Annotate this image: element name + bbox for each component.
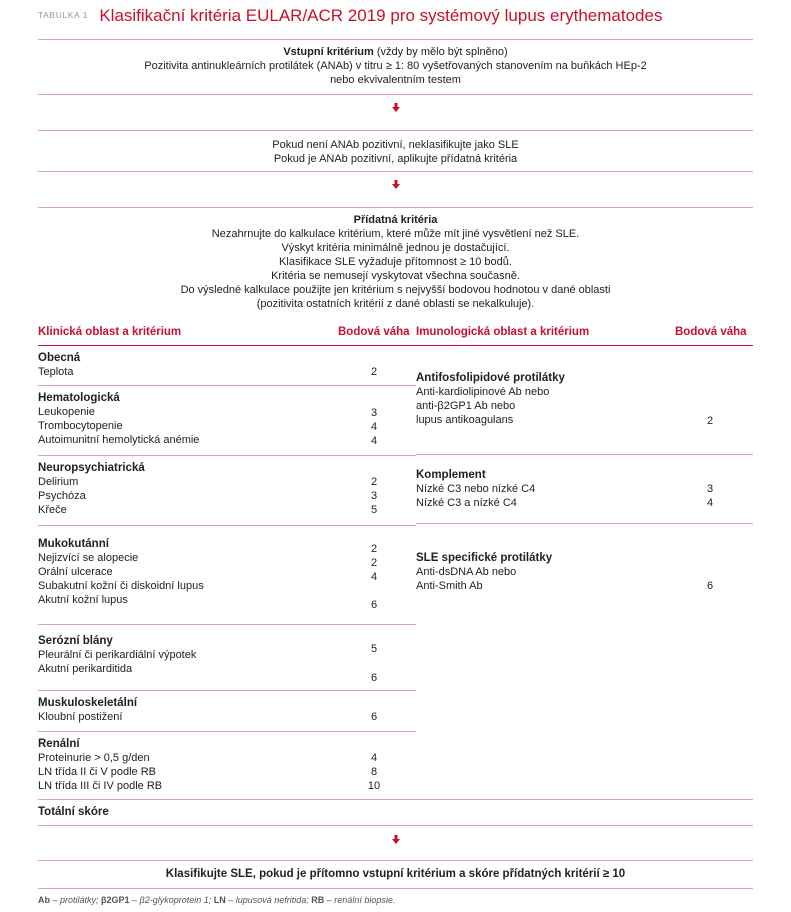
group-title: Serózní blány bbox=[38, 635, 113, 647]
criterion: Křeče bbox=[38, 504, 67, 516]
criterion: Orální ulcerace bbox=[38, 566, 113, 578]
criterion: anti-β2GP1 Ab nebo bbox=[416, 400, 516, 412]
entry-title: Vstupní kritérium bbox=[283, 46, 374, 58]
immuno-column-header: Imunologická oblast a kritérium bbox=[416, 326, 590, 338]
group-antiphospholipid bbox=[416, 371, 565, 427]
entry-note: (vždy by mělo být splněno) bbox=[373, 46, 508, 58]
criterion: Nejizvící se alopecie bbox=[38, 552, 139, 564]
points bbox=[359, 544, 389, 610]
divider bbox=[38, 385, 416, 386]
divider bbox=[38, 94, 753, 95]
table-title-row bbox=[38, 6, 753, 30]
entry-criterion bbox=[38, 45, 753, 87]
divider bbox=[38, 799, 753, 800]
table-label: TABULKA 1 bbox=[38, 10, 89, 20]
criterion: Anti-dsDNA Ab nebo bbox=[416, 566, 517, 578]
group-general bbox=[38, 351, 80, 379]
clinical-points-header: Bodová váha bbox=[338, 326, 410, 338]
group-serous bbox=[38, 634, 196, 676]
group-neuropsychiatric bbox=[38, 461, 145, 517]
additional-line: (pozitivita ostatních kritérií z dané oblasti se nekalkuluje). bbox=[256, 298, 535, 310]
points-value: 6 bbox=[370, 672, 378, 684]
footnote-text: – lupusová nefritida; bbox=[225, 895, 312, 905]
anab-decision bbox=[38, 138, 753, 166]
divider bbox=[416, 523, 753, 524]
divider bbox=[38, 690, 416, 691]
points bbox=[695, 482, 725, 510]
criterion: LN třída II či V podle RB bbox=[38, 766, 156, 778]
immuno-points-header: Bodová váha bbox=[675, 326, 747, 338]
divider bbox=[38, 207, 753, 208]
criterion: Psychóza bbox=[38, 490, 86, 502]
additional-title: Přídatná kritéria bbox=[353, 214, 438, 226]
points-value: 8 bbox=[370, 766, 378, 778]
entry-line: Pozitivita antinukleárních protilátek (ANAb) v titru ≥ 1: 80 vyšetřovaných stanovením na buňkách HEp-2 bbox=[144, 60, 647, 72]
additional-criteria bbox=[38, 213, 753, 311]
divider bbox=[38, 624, 416, 625]
criterion: Anti-kardiolipinové Ab nebo bbox=[416, 386, 550, 398]
final-classification: Klasifikujte SLE, pokud je přítomno vstupní kritérium a skóre přídatných kritérií ≥ 10 bbox=[165, 868, 626, 880]
divider bbox=[38, 171, 753, 172]
criterion: Delirium bbox=[38, 476, 79, 488]
points-value: 4 bbox=[370, 571, 378, 583]
header-divider bbox=[38, 345, 753, 346]
points-value: 2 bbox=[370, 543, 378, 555]
points-value: 6 bbox=[370, 599, 378, 611]
divider bbox=[38, 860, 753, 861]
points-value: 3 bbox=[370, 490, 378, 502]
down-arrow-icon bbox=[0, 103, 791, 113]
criterion: Autoimunitní hemolytická anémie bbox=[38, 434, 200, 446]
divider bbox=[38, 825, 753, 826]
footnote-key: LN bbox=[213, 895, 226, 905]
points bbox=[359, 751, 389, 793]
down-arrow-icon bbox=[0, 835, 791, 845]
divider bbox=[38, 888, 753, 889]
points bbox=[359, 475, 389, 517]
group-title: Muskuloskeletální bbox=[38, 697, 138, 709]
criterion: Pleurální či perikardiální výpotek bbox=[38, 649, 197, 661]
criterion: Akutní kožní lupus bbox=[38, 594, 128, 606]
table-title: Klasifikační kritéria EULAR/ACR 2019 pro systémový lupus erythematodes bbox=[99, 6, 663, 25]
points-value: 4 bbox=[370, 421, 378, 433]
points-value: 3 bbox=[706, 483, 714, 495]
criterion: Teplota bbox=[38, 366, 74, 378]
group-title: Obecná bbox=[38, 352, 81, 364]
criterion: LN třída III či IV podle RB bbox=[38, 780, 163, 792]
divider bbox=[38, 39, 753, 40]
points: 6 bbox=[370, 711, 378, 723]
group-mucocutaneous bbox=[38, 537, 204, 607]
footnote-key: Ab bbox=[38, 895, 50, 905]
points-value: 4 bbox=[370, 752, 378, 764]
divider bbox=[416, 454, 753, 455]
points-value: 10 bbox=[367, 780, 381, 792]
group-musculoskeletal bbox=[38, 696, 137, 724]
down-arrow-icon bbox=[0, 180, 791, 190]
group-title: Neuropsychiatrická bbox=[38, 462, 145, 474]
decision-line: Pokud není ANAb pozitivní, neklasifikujte jako SLE bbox=[272, 139, 519, 151]
group-complement bbox=[416, 468, 535, 510]
criterion: Proteinurie > 0,5 g/den bbox=[38, 752, 150, 764]
group-hematologic bbox=[38, 391, 199, 447]
divider bbox=[38, 731, 416, 732]
additional-line: Kritéria se nemusejí vyskytovat všechna současně. bbox=[271, 270, 520, 282]
points-value: 5 bbox=[370, 643, 378, 655]
points: 2 bbox=[370, 366, 378, 378]
points-value: 5 bbox=[370, 504, 378, 516]
group-title: Mukokutánní bbox=[38, 538, 109, 550]
footnote-key: RB bbox=[311, 895, 325, 905]
points bbox=[359, 642, 389, 685]
criterion: Leukopenie bbox=[38, 406, 95, 418]
footnote-text: – protilátky; bbox=[50, 895, 102, 905]
group-title: SLE specifické protilátky bbox=[416, 552, 553, 564]
criterion: Nízké C3 nebo nízké C4 bbox=[416, 483, 536, 495]
clinical-column-header: Klinická oblast a kritérium bbox=[38, 326, 182, 338]
additional-line: Do výsledné kalkulace použijte jen kritérium s nejvyšší bodovou hodnotou v dané oblasti bbox=[180, 284, 611, 296]
divider bbox=[38, 130, 753, 131]
points: 6 bbox=[706, 580, 714, 592]
total-score-label: Totální skóre bbox=[38, 806, 109, 818]
points-value: 4 bbox=[706, 497, 714, 509]
group-title: Antifosfolipidové protilátky bbox=[416, 372, 565, 384]
divider bbox=[38, 525, 416, 526]
additional-line: Klasifikace SLE vyžaduje přítomnost ≥ 10 bodů. bbox=[279, 256, 512, 268]
footnote-key: β2GP1 bbox=[101, 895, 130, 905]
group-title: Renální bbox=[38, 738, 80, 750]
points-value: 2 bbox=[370, 476, 378, 488]
footnote-text: – renální biopsie. bbox=[324, 895, 396, 905]
criterion: Nízké C3 a nízké C4 bbox=[416, 497, 517, 509]
additional-line: Nezahrnujte do kalkulace kritérium, které může mít jiné vysvětlení než SLE. bbox=[211, 228, 580, 240]
criterion: Anti-Smith Ab bbox=[416, 580, 483, 592]
decision-line: Pokud je ANAb pozitivní, aplikujte přídatná kritéria bbox=[273, 153, 518, 165]
points bbox=[359, 406, 389, 448]
group-title: Hematologická bbox=[38, 392, 120, 404]
criterion: Subakutní kožní či diskoidní lupus bbox=[38, 580, 204, 592]
group-renal bbox=[38, 737, 162, 793]
footnote-text: – β2-glykoprotein 1; bbox=[129, 895, 214, 905]
points-value: 4 bbox=[370, 435, 378, 447]
points: 2 bbox=[706, 415, 714, 427]
points-value: 3 bbox=[370, 407, 378, 419]
criterion: Kloubní postižení bbox=[38, 711, 123, 723]
additional-line: Výskyt kritéria minimálně jednou je dostačující. bbox=[281, 242, 510, 254]
divider bbox=[38, 455, 416, 456]
entry-line: nebo ekvivalentním testem bbox=[330, 74, 461, 86]
footnote bbox=[38, 895, 395, 905]
criterion: Akutní perikarditida bbox=[38, 663, 133, 675]
points-value: 2 bbox=[370, 557, 378, 569]
group-sle-specific bbox=[416, 551, 552, 593]
group-title: Komplement bbox=[416, 469, 486, 481]
criterion: lupus antikoagulans bbox=[416, 414, 514, 426]
criterion: Trombocytopenie bbox=[38, 420, 123, 432]
